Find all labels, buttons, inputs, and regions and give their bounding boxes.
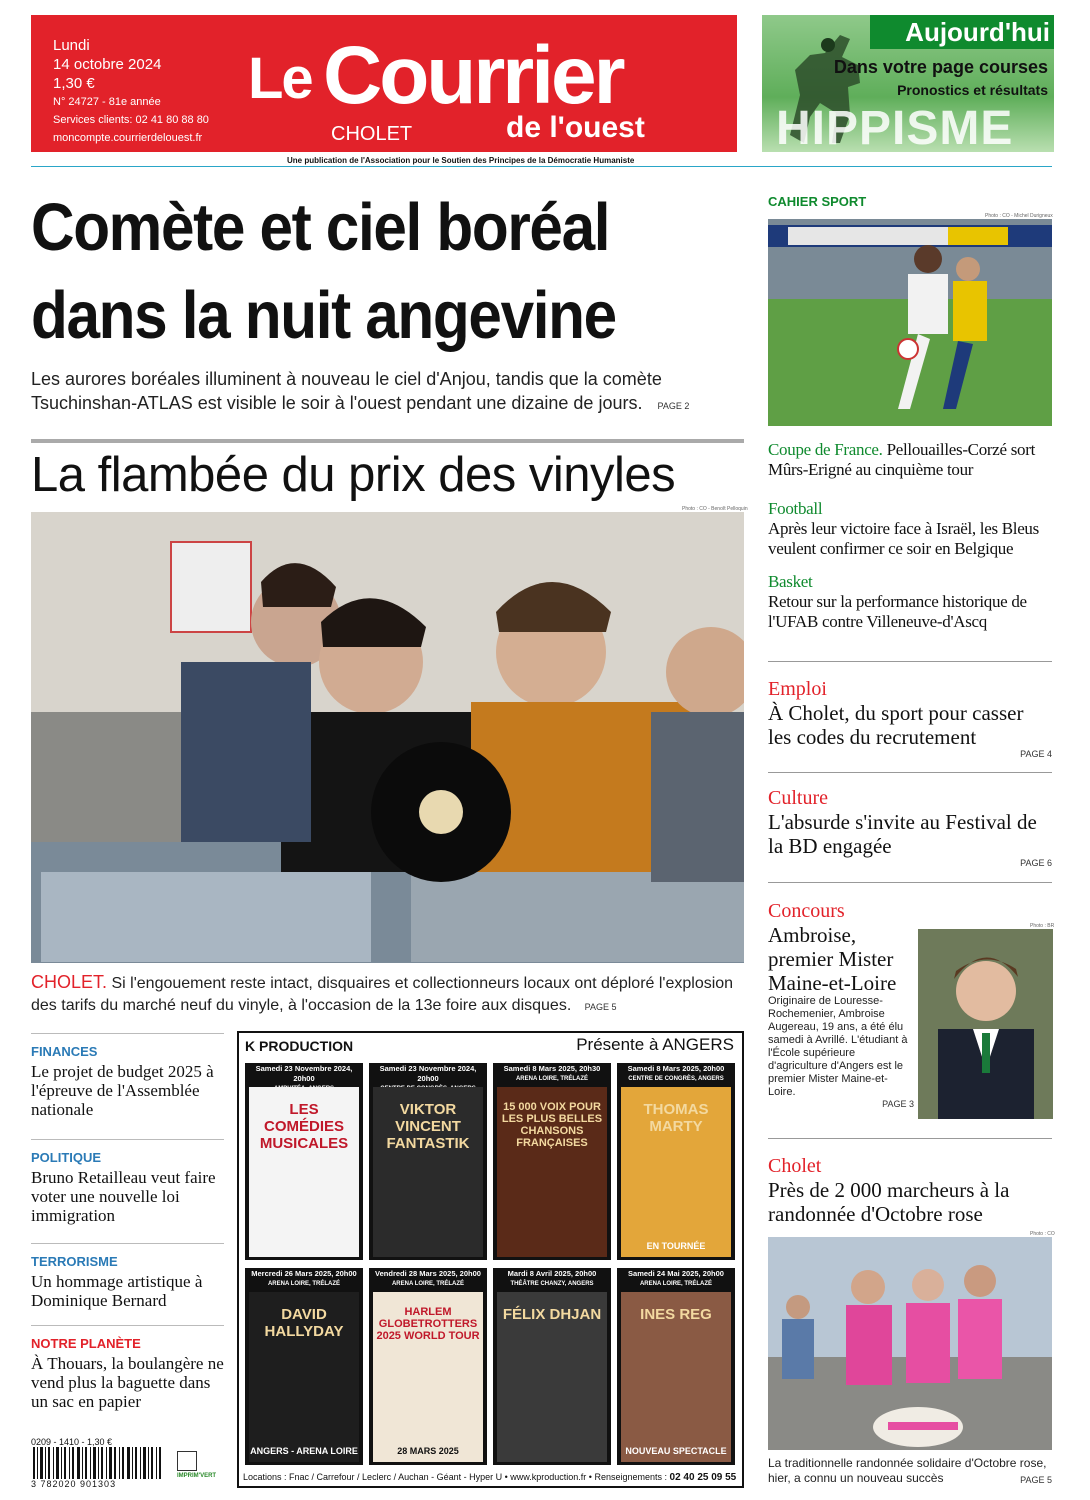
octobre-rose-caption-text: La traditionnelle randonnée solidaire d'Octobre rose, hier, a connu un nouveau succès [768,1456,1047,1485]
ad-show-datetime: Mardi 8 Avril 2025, 20h00 [507,1269,597,1278]
concours-kicker: Concours [768,900,845,922]
ad-show-date [369,1063,487,1085]
sport-item-kicker: Football [768,499,823,518]
divider [768,882,1052,883]
ad-show-venue: ARENA LOIRE, TRÉLAZÉ [515,1076,589,1082]
emploi-kicker: Emploi [768,678,827,700]
logo-courrier: Courrier [323,30,623,121]
mister-photo-illustration [918,929,1053,1119]
k-production-ad[interactable] [237,1031,744,1488]
octobre-rose-caption [768,1456,1052,1488]
qr-code-icon [177,1451,197,1471]
octobre-rose-photo[interactable] [768,1237,1052,1450]
ad-show-datetime: Samedi 8 Mars 2025, 20h30 [503,1064,601,1073]
emploi-story[interactable] [768,678,1052,759]
barcode-icon [31,1447,171,1479]
ad-brand: K PRODUCTION [245,1038,354,1054]
ad-show-title: INES REG [640,1306,712,1323]
sport-item-text: Après leur victoire face à Israël, les Bleus veulent confirmer ce soir en Belgique [768,519,1039,558]
brief-finances[interactable] [31,1033,224,1139]
concours-headline: Ambroise, premier Mister Maine-et-Loire [768,923,897,995]
sport-item-kicker: Basket [768,572,813,591]
ad-show-7[interactable] [493,1268,611,1465]
ad-show-8[interactable] [617,1268,735,1465]
hippisme-promo[interactable] [762,15,1054,152]
ad-show-datetime: Samedi 23 Novembre 2024, 20h00 [255,1064,353,1083]
hippisme-line2: Pronostics et résultats [897,82,1048,98]
ad-show-poster [621,1087,731,1257]
edition-name: CHOLET [331,123,413,145]
barcode-area [31,1437,231,1489]
vinyl-photo-credit: Photo : CO - Benoît Pelloquin [682,506,748,512]
sport-item-basket[interactable] [768,572,1052,632]
ad-show-datetime: Mercredi 26 Mars 2025, 20h00 [251,1269,357,1278]
ad-show-datetime: Samedi 23 Novembre 2024, 20h00 [379,1064,477,1083]
publication-tagline: Une publication de l'Association pour le Soutien des Principes de la Démocratie Humaniste [287,156,635,165]
cholet-kicker: Cholet [768,1155,822,1177]
football-photo[interactable] [768,219,1052,426]
ad-show-date [493,1268,611,1290]
issue-number: N° 24727 - 81e année [53,96,161,108]
ad-show-title: THOMAS MARTY [643,1101,709,1135]
imprim-vert-logo: IMPRIM'VERT [177,1473,217,1479]
ad-show-poster [249,1292,359,1462]
ad-show-poster [373,1292,483,1462]
ad-show-title: 15 000 VOIX POUR LES PLUS BELLES CHANSONS FRANÇAISES [501,1101,603,1149]
ad-show-poster [497,1087,607,1257]
lead-standfirst-text: Les aurores boréales illuminent à nouveau le ciel d'Anjou, tandis que la comète Tsuchinshan-ATLAS est visible le soir à l'ouest pendant une dizaine de jours. [31,369,662,413]
brief-text: Le projet de budget 2025 à l'épreuve de l'Assemblée nationale [31,1062,214,1119]
services-phone: Services clients: 02 41 80 88 80 [53,114,209,126]
sport-item-coupe[interactable] [768,440,1052,480]
culture-kicker: Culture [768,787,828,809]
lead-page-ref: PAGE 2 [657,401,690,411]
ad-show-poster [373,1087,483,1257]
ad-show-datetime: Samedi 8 Mars 2025, 20h00 [627,1064,725,1073]
vinyl-caption-text: Si l'engouement reste intact, disquaires et collectionneurs locaux ont déploré l'explosion des tarifs du marché neuf du vinyle, à l'occasion de la 13e foire aux disques. [31,975,734,1014]
ad-show-subtitle: 28 MARS 2025 [397,1446,459,1456]
ad-show-datetime: Vendredi 28 Mars 2025, 20h00 [375,1269,481,1278]
ad-show-3[interactable] [493,1063,611,1260]
concours-photo-credit: Photo : BR [1030,923,1055,929]
brief-kicker: POLITIQUE [31,1150,102,1165]
brief-notre-planete[interactable] [31,1325,224,1411]
ad-show-2[interactable] [369,1063,487,1260]
brief-politique[interactable] [31,1139,224,1243]
issue-day: Lundi [53,37,90,54]
ad-footer-text: Locations : Fnac / Carrefour / Leclerc / Auchan - Géant - Hyper U • www.kproduction.fr • Renseignements : [243,1472,667,1482]
mister-photo[interactable] [918,929,1053,1119]
concours-body: Originaire de Louresse-Rochemenier, Ambroise Augereau, 19 ans, a été élu samedi à Avrillé. L'étudiant à l'École supérieure d'agriculture d'Angers est le premier Mister Maine-et-Loire. [768,995,908,1098]
ad-show-date [245,1063,363,1085]
ad-show-date [493,1063,611,1085]
football-photo-illustration [768,219,1052,426]
sport-item-text: Retour sur la performance historique de l'UFAB contre Villeneuve-d'Ascq [768,592,1027,631]
left-briefs [31,1033,224,1411]
ad-show-1[interactable] [245,1063,363,1260]
ad-show-5[interactable] [245,1268,363,1465]
cholet-page-ref: PAGE 5 [1020,1475,1052,1485]
ad-show-subtitle: ANGERS - ARENA LOIRE [250,1446,358,1456]
brief-text: À Thouars, la boulangère ne vend plus la baguette dans un sac en papier [31,1354,224,1411]
header-divider [31,166,1052,167]
ad-show-subtitle: EN TOURNÉE [646,1241,706,1251]
lead-standfirst [31,367,746,418]
ad-show-poster [497,1292,607,1462]
brief-text: Bruno Retailleau veut faire voter une nouvelle loi immigration [31,1168,216,1225]
ad-show-subtitle: NOUVEAU SPECTACLE [625,1446,727,1456]
ad-show-venue: CENTRE DE CONGRÈS, ANGERS [628,1076,724,1082]
octobre-rose-illustration [768,1237,1052,1450]
ad-show-venue: ARENA LOIRE, TRÉLAZÉ [267,1281,341,1287]
divider [768,661,1052,662]
hippisme-title: HIPPISME [776,102,1014,152]
lead-headline[interactable] [31,184,679,360]
barcode-digits: 3 782020 901303 [31,1479,117,1489]
ad-show-venue: ARENA LOIRE, TRÉLAZÉ [639,1281,713,1287]
ad-show-title: VIKTOR VINCENT FANTASTIK [386,1101,470,1152]
logo-de-l-ouest: de l'ouest [506,111,645,144]
ad-show-date [617,1268,735,1290]
vinyl-caption-place: CHOLET. [31,972,108,992]
brief-kicker: FINANCES [31,1044,98,1059]
masthead [31,15,737,152]
logo-le: Le [248,46,312,111]
brief-terrorisme[interactable] [31,1243,224,1325]
culture-headline: L'absurde s'invite au Festival de la BD engagée [768,810,1037,858]
vinyl-photo[interactable] [31,512,744,963]
ad-show-6[interactable] [369,1268,487,1465]
ad-phone: 02 40 25 09 55 [669,1472,737,1483]
ad-show-venue: ARENA LOIRE, TRÉLAZÉ [391,1281,465,1287]
ad-show-date [245,1268,363,1290]
hippisme-today: Aujourd'hui [905,17,1050,47]
ad-show-title: HARLEM GLOBETROTTERS 2025 WORLD TOUR [376,1306,480,1342]
concours-page-ref: PAGE 3 [882,1099,914,1109]
emploi-headline: À Cholet, du sport pour casser les codes du recrutement [768,701,1024,749]
hippisme-line1: Dans votre page courses [833,57,1048,77]
vinyl-headline[interactable]: La flambée du prix des vinyles [31,448,676,502]
vinyl-caption [31,971,746,1018]
section-divider [31,439,744,443]
cholet-headline: Près de 2 000 marcheurs à la randonnée d'Octobre rose [768,1178,1010,1226]
ad-show-date [617,1063,735,1085]
ad-show-title: DAVID HALLYDAY [264,1306,344,1340]
ad-presente: Présente à ANGERS [576,1035,734,1054]
divider [768,772,1052,773]
culture-page-ref: PAGE 6 [1020,858,1052,868]
vinyl-photo-illustration [31,512,744,963]
sport-item-football[interactable] [768,499,1052,559]
masthead-info [53,36,233,147]
ad-show-title: LES COMÉDIES MUSICALES [259,1101,349,1152]
ad-show-datetime: Samedi 24 Mai 2025, 20h00 [628,1269,724,1278]
concours-story[interactable] [768,900,914,1109]
ad-footer [243,1472,736,1483]
sport-item-text: Pellouailles-Corzé sort Mûrs-Erigné au cinquième tour [768,440,1036,479]
website-link[interactable]: moncompte.courrierdelouest.fr [53,132,203,144]
ad-show-date [369,1268,487,1290]
ad-show-title: FÉLIX DHJAN [502,1306,602,1323]
brief-kicker: TERRORISME [31,1254,118,1269]
cholet-story[interactable] [768,1155,1052,1226]
ad-show-4[interactable] [617,1063,735,1260]
ad-show-poster [621,1292,731,1462]
vinyl-page-ref: PAGE 5 [584,1002,617,1012]
ad-show-venue: THÉÂTRE CHANZY, ANGERS [510,1281,594,1287]
issue-date: 14 octobre 2024 [53,56,162,73]
emploi-page-ref: PAGE 4 [1020,749,1052,759]
sport-item-kicker: Coupe de France. [768,440,883,459]
brief-kicker: NOTRE PLANÈTE [31,1336,141,1351]
ad-show-poster [249,1087,359,1257]
issue-price: 1,30 € [53,75,95,92]
cholet-photo-credit: Photo : CO [1030,1231,1055,1237]
brief-text: Un hommage artistique à Dominique Bernard [31,1272,203,1310]
sport-photo-credit: Photo : CO - Michel Durigneux [985,213,1053,219]
barcode-code: 0209 - 1410 - 1,30 € [31,1437,113,1447]
culture-story[interactable] [768,787,1052,868]
divider [768,1138,1052,1139]
lead-headline-line2: dans la nuit angevine [31,278,616,353]
sport-kicker[interactable]: CAHIER SPORT [768,194,867,209]
lead-headline-line1: Comète et ciel boréal [31,190,610,265]
